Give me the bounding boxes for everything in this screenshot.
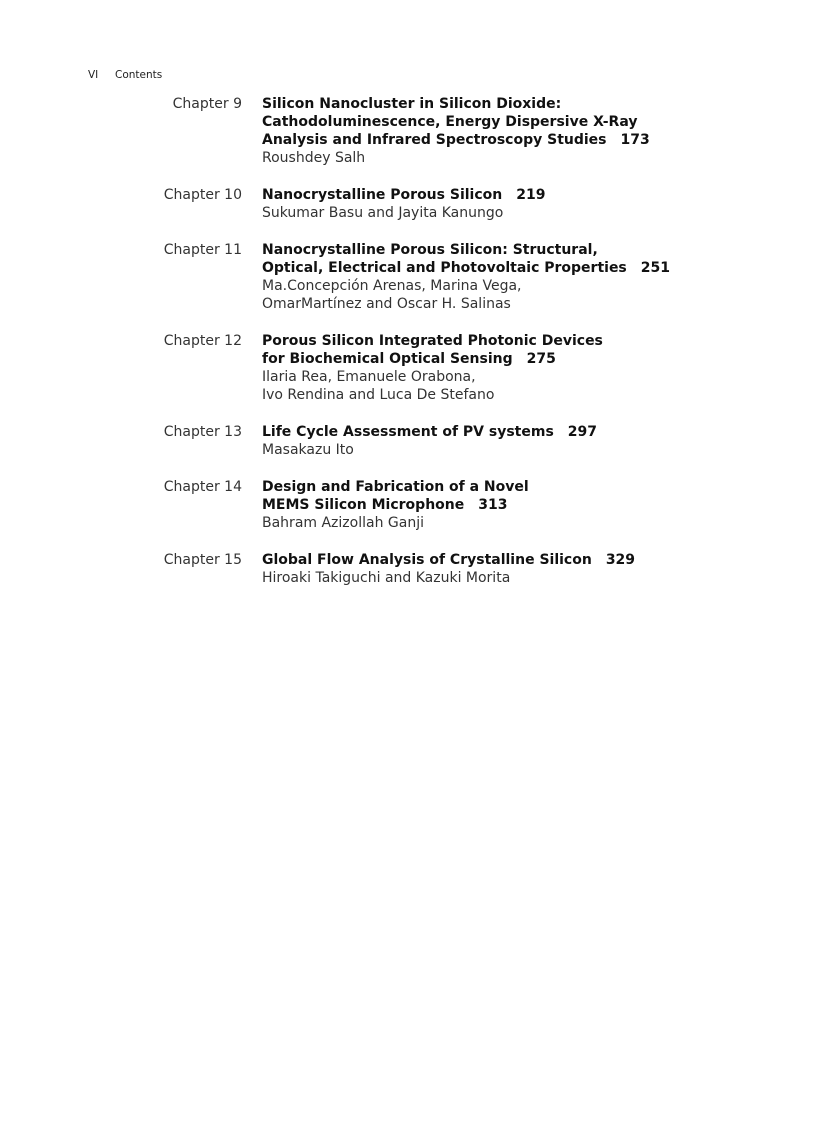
chapter-authors — [262, 277, 782, 313]
chapter-title-line — [262, 496, 782, 514]
chapter-body — [262, 241, 782, 313]
page-number: 313 — [478, 497, 508, 513]
author-line: Bahram Azizollah Ganji — [262, 515, 424, 531]
author-line: Ivo Rendina and Luca De Stefano — [262, 387, 495, 403]
toc-entry — [0, 478, 816, 532]
toc-entry — [0, 95, 816, 167]
chapter-body — [262, 186, 782, 222]
chapter-body — [262, 332, 782, 404]
chapter-authors — [262, 204, 782, 222]
chapter-title — [262, 95, 782, 149]
chapter-title-line — [262, 478, 782, 496]
author-line: OmarMartínez and Oscar H. Salinas — [262, 296, 511, 312]
chapter-authors — [262, 149, 782, 167]
chapter-label: Chapter 13 — [163, 424, 242, 440]
chapter-title-line — [262, 113, 782, 131]
chapter-body — [262, 478, 782, 532]
chapter-title-text: Silicon Nanocluster in Silicon Dioxide: — [262, 96, 562, 112]
chapter-title-line — [262, 241, 782, 259]
author-line: Roushdey Salh — [262, 150, 366, 166]
chapter-title — [262, 241, 782, 277]
chapter-title — [262, 332, 782, 368]
toc-entry — [0, 186, 816, 222]
chapter-title — [262, 423, 782, 441]
chapter-title-line — [262, 95, 782, 113]
chapter-title-text: Porous Silicon Integrated Photonic Devices — [262, 333, 603, 349]
page-number: 219 — [516, 187, 546, 203]
page-number: 275 — [526, 351, 556, 367]
chapter-title-line — [262, 259, 782, 277]
chapter-title-text: for Biochemical Optical Sensing — [262, 351, 513, 367]
running-head-title: Contents — [115, 69, 163, 81]
toc-entry — [0, 332, 816, 404]
author-line: Ilaria Rea, Emanuele Orabona, — [262, 369, 476, 385]
chapter-body — [262, 423, 782, 459]
page-number: 251 — [640, 260, 670, 276]
page-number: 297 — [567, 424, 598, 440]
page-number: 173 — [620, 132, 650, 148]
chapter-title-line — [262, 423, 782, 441]
chapter-body — [262, 551, 782, 587]
chapter-authors — [262, 441, 782, 459]
chapter-title — [262, 551, 782, 569]
chapter-title-text: Life Cycle Assessment of PV systems — [262, 424, 554, 440]
chapter-label: Chapter 9 — [172, 96, 242, 112]
chapter-authors — [262, 368, 782, 404]
chapter-title-text: Nanocrystalline Porous Silicon: Structural, — [262, 242, 598, 258]
chapter-title-text: Global Flow Analysis of Crystalline Silicon — [262, 552, 592, 568]
toc-entry — [0, 551, 816, 587]
chapter-title-line — [262, 350, 782, 368]
chapter-label: Chapter 14 — [163, 479, 242, 495]
chapter-title-line — [262, 131, 782, 149]
running-head — [88, 69, 162, 81]
toc-entry — [0, 423, 816, 459]
table-of-contents — [0, 95, 816, 606]
chapter-title-text: Analysis and Infrared Spectroscopy Studies — [262, 132, 607, 148]
chapter-title-text: MEMS Silicon Microphone — [262, 497, 465, 513]
chapter-title — [262, 478, 782, 514]
chapter-label: Chapter 11 — [163, 242, 242, 258]
chapter-label: Chapter 12 — [163, 333, 242, 349]
chapter-authors — [262, 514, 782, 532]
page-number: 329 — [605, 552, 636, 568]
chapter-title-line — [262, 551, 782, 569]
chapter-label: Chapter 15 — [163, 552, 242, 568]
chapter-title-text: Cathodoluminescence, Energy Dispersive X-Ray — [262, 114, 638, 130]
author-line: Ma.Concepción Arenas, Marina Vega, — [262, 278, 522, 294]
chapter-title — [262, 186, 782, 204]
chapter-title-text: Optical, Electrical and Photovoltaic Properties — [262, 260, 627, 276]
chapter-title-text: Nanocrystalline Porous Silicon — [262, 187, 503, 203]
toc-entry — [0, 241, 816, 313]
author-line: Hiroaki Takiguchi and Kazuki Morita — [262, 570, 511, 586]
author-line: Sukumar Basu and Jayita Kanungo — [262, 205, 504, 221]
chapter-title-line — [262, 186, 782, 204]
chapter-body — [262, 95, 782, 167]
chapter-authors — [262, 569, 782, 587]
author-line: Masakazu Ito — [262, 442, 354, 458]
chapter-title-text: Design and Fabrication of a Novel — [262, 479, 529, 495]
chapter-label: Chapter 10 — [163, 187, 242, 203]
page-folio: VI — [88, 69, 99, 81]
chapter-title-line — [262, 332, 782, 350]
